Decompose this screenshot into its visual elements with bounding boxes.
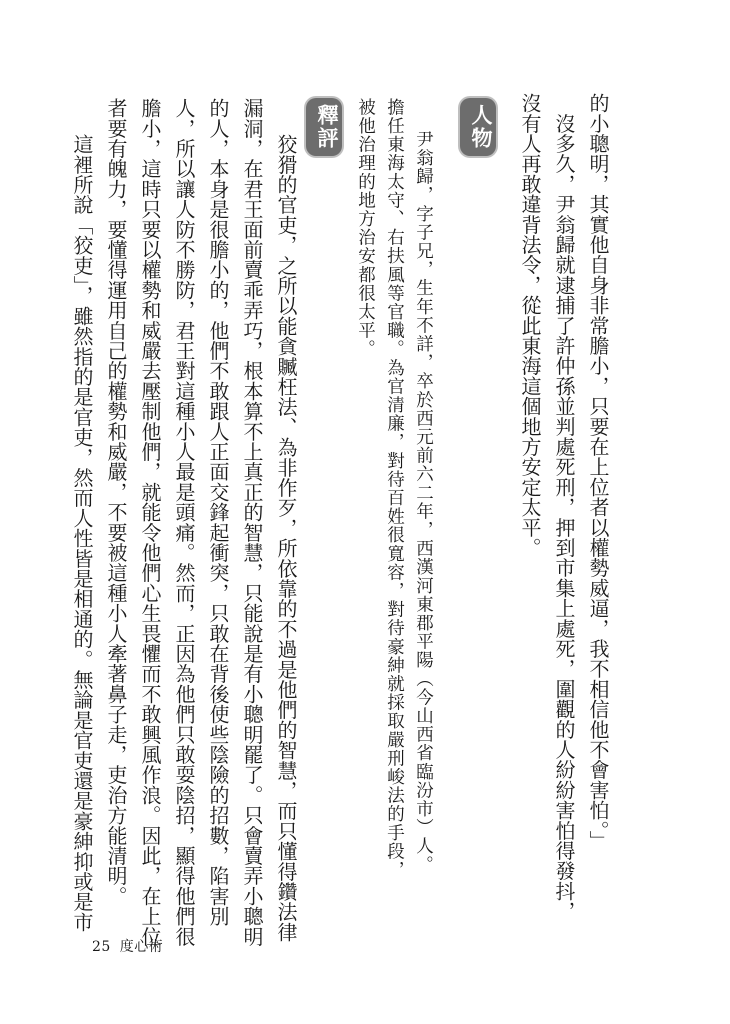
commentary-line: 的人，本身是很膽小的，他們不敢跟人正面交鋒起衝突，只敢在背後使些陰險的招數，陷害別	[206, 98, 230, 927]
person-note-line: 被他治理的地方治安都很太平。	[355, 98, 376, 359]
body-text-line: 沒有人再敢違背法令，從此東海這個地方安定太平。	[518, 93, 542, 558]
commentary-section-tag: 釋評	[306, 98, 342, 156]
commentary-line: 者要有魄力，要懂得運用自己的權勢和威嚴，不要被這種小人牽著鼻子走，吏治方能清明。	[104, 98, 128, 906]
commentary-line: 膽小，這時只要以權勢和威嚴去壓制他們，就能令他們心生畏懼而不敢興風作浪。因此，在上位	[138, 98, 162, 947]
page-footer	[92, 936, 163, 956]
page-number: 25	[92, 939, 111, 955]
commentary-line: 人，所以讓人防不勝防，君王對這種小人最是頭痛。然而，正因為他們只敢耍陰招，顯得他們很	[172, 98, 196, 947]
person-note-line: 擔任東海太守、右扶風等官職。為官清廉，對待百姓很寬容，對待豪紳就採取嚴刑峻法的手段，	[384, 98, 405, 880]
body-text-line: 的小聰明，其實他自身非常膽小，只要在上位者以權勢威逼，我不相信他不會害怕。」	[586, 93, 610, 851]
commentary-line: 這裡所說「狡吏」，雖然指的是官吏，然而人性皆是相通的。無論是官吏還是豪紳抑或是市	[70, 134, 94, 932]
person-section-tag: 人物	[460, 98, 496, 156]
commentary-line: 漏洞，在君王面前賣乖弄巧，根本算不上真正的智慧，只能說是有小聰明罷了。只會賣弄小聰明	[240, 98, 264, 947]
person-note-line: 尹翁歸，字子兄，生年不詳，卒於西元前六二年，西漢河東郡平陽（今山西省臨汾市）人。	[413, 130, 434, 874]
body-text-line: 沒多久，尹翁歸就逮捕了許仲孫並判處死刑，押到市集上處死，圍觀的人紛紛害怕得發抖，	[552, 93, 576, 922]
commentary-line: 狡猾的官吏，之所以能貪贓枉法、為非作歹，所依靠的不過是他們的智慧，而只懂得鑽法律	[274, 134, 298, 942]
book-title: 度心術	[119, 939, 164, 955]
